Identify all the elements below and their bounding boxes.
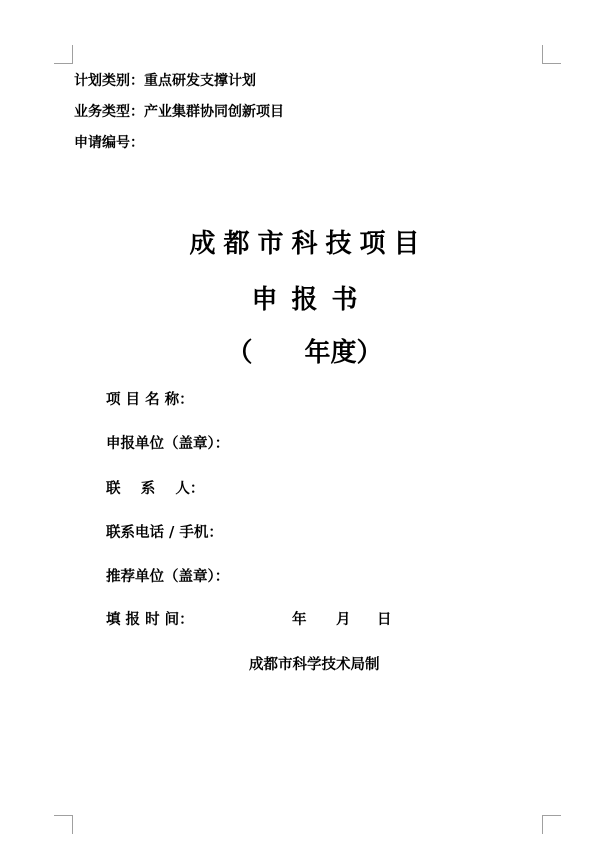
document-title-line1: 成都市科技项目 — [189, 229, 428, 259]
project-name-label: 项 目 名 称： — [106, 391, 194, 408]
year-label: 年度） — [304, 338, 383, 368]
contact-person-label: 联 系 人： — [106, 480, 205, 497]
page-corner-mark-bottom-left — [54, 815, 73, 834]
page-corner-mark-bottom-right — [542, 815, 561, 834]
date-day-label: 日 — [377, 611, 392, 628]
plan-category-line: 计划类别：重点研发支撑计划 — [74, 73, 256, 89]
contact-phone-label: 联系电话 / 手机： — [106, 524, 223, 541]
year-open-paren: （ — [226, 338, 253, 368]
document-title-year-line — [0, 337, 609, 369]
document-title-line2: 申报书 — [251, 285, 372, 315]
business-type-line: 业务类型：产业集群协同创新项目 — [74, 104, 284, 120]
fill-date-label: 填 报 时 间： — [106, 611, 194, 628]
applicant-unit-label: 申报单位（盖章）： — [106, 435, 230, 452]
recommending-unit-label: 推荐单位（盖章）： — [106, 568, 230, 585]
date-year-label: 年 — [292, 611, 307, 628]
page-corner-mark-top-right — [542, 45, 561, 64]
date-month-label: 月 — [336, 611, 351, 628]
page-corner-mark-top-left — [54, 45, 73, 64]
application-number-line: 申请编号： — [74, 135, 144, 151]
issuer-footer: 成都市科学技术局制 — [249, 656, 380, 673]
